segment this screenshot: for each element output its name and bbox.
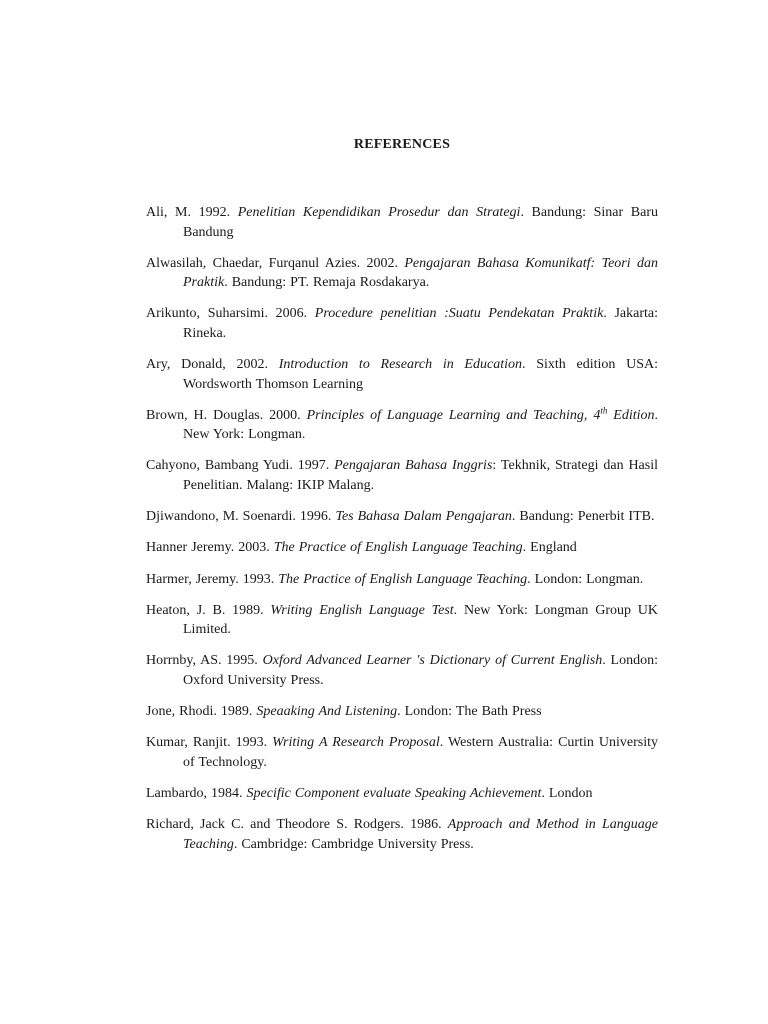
reference-entry xyxy=(146,784,658,804)
page-heading: REFERENCES xyxy=(353,137,451,152)
reference-title: Introduction to Research in Education xyxy=(278,357,522,373)
reference-author-year: Ary, Donald, 2002. xyxy=(146,357,279,373)
reference-author-year: Jone, Rhodi. 1989. xyxy=(146,704,257,720)
reference-author-year: Horrnby, AS. 1995. xyxy=(146,653,263,669)
reference-title: Principles of Language Learning and Teaching, 4 xyxy=(306,407,601,423)
reference-author-year: Brown, H. Douglas. 2000. xyxy=(146,407,307,423)
reference-entry xyxy=(146,507,658,527)
reference-superscript: th xyxy=(600,405,608,416)
reference-title: Writing A Research Proposal xyxy=(272,735,440,751)
reference-publisher: . London: The Bath Press xyxy=(397,704,542,720)
reference-list xyxy=(146,203,658,866)
reference-title: Penelitian Kependidikan Prosedur dan Strategi xyxy=(237,205,521,220)
reference-author-year: Ali, M. 1992. xyxy=(146,205,238,220)
reference-title: Approach and Method in Language Teaching xyxy=(183,817,658,852)
reference-title: Pengajaran Bahasa Komunikatf: Teori dan Praktik xyxy=(183,255,658,291)
reference-author-year: Harmer, Jeremy. 1993. xyxy=(146,571,279,587)
reference-publisher: . New York: Longman. xyxy=(183,407,658,443)
reference-publisher: : Tekhnik, Strategi dan Hasil Penelitian. Malang: IKIP Malang. xyxy=(183,458,658,493)
reference-author-year: Arikunto, Suharsimi. 2006. xyxy=(146,306,315,322)
reference-author-year: Richard, Jack C. and Theodore S. Rodgers. 1986. xyxy=(146,817,448,833)
reference-publisher: . England xyxy=(522,540,577,556)
reference-title: Pengajaran Bahasa Inggris xyxy=(334,458,493,474)
reference-title: The Practice of English Language Teaching xyxy=(278,571,528,587)
reference-author-year: Hanner Jeremy. 2003. xyxy=(146,540,274,556)
reference-title: Procedure penelitian :Suatu Pendekatan Praktik xyxy=(314,306,604,322)
reference-entry xyxy=(146,203,658,242)
reference-entry xyxy=(146,570,658,590)
reference-entry xyxy=(146,702,658,722)
reference-title: Specific Component evaluate Speaking Achievement xyxy=(246,785,542,801)
reference-publisher: . New York: Longman Group UK Limited. xyxy=(183,602,658,638)
reference-author-year: Cahyono, Bambang Yudi. 1997. xyxy=(146,458,335,474)
reference-title: Tes Bahasa Dalam Pengajaran xyxy=(335,509,512,525)
reference-author-year: Heaton, J. B. 1989. xyxy=(146,602,271,618)
reference-entry xyxy=(146,254,658,293)
reference-entry xyxy=(146,815,658,854)
reference-publisher: . Cambridge: Cambridge University Press. xyxy=(233,836,474,852)
reference-publisher: . London: Oxford University Press. xyxy=(183,653,658,688)
reference-publisher: . Western Australia: Curtin University of Technology. xyxy=(183,735,658,770)
reference-title: The Practice of English Language Teaching xyxy=(273,540,523,556)
reference-publisher: . Bandung: PT. Remaja Rosdakarya. xyxy=(224,275,430,291)
reference-entry xyxy=(146,456,658,495)
reference-publisher: . Bandung: Penerbit ITB. xyxy=(511,509,655,525)
reference-publisher: . London: Longman. xyxy=(527,571,644,587)
reference-author-year: Kumar, Ranjit. 1993. xyxy=(146,735,273,751)
reference-entry xyxy=(146,601,658,640)
reference-entry xyxy=(146,733,658,772)
reference-title: Speaaking And Listening xyxy=(256,704,398,720)
reference-entry xyxy=(146,304,658,343)
reference-title: Oxford Advanced Learner 's Dictionary of Current English xyxy=(262,653,603,669)
reference-title-continued: Edition xyxy=(607,407,655,423)
reference-entry xyxy=(146,406,658,445)
reference-entry xyxy=(146,538,658,558)
reference-author-year: Djiwandono, M. Soenardi. 1996. xyxy=(146,509,336,525)
reference-entry xyxy=(146,651,658,690)
reference-entry xyxy=(146,355,658,394)
reference-title: Writing English Language Test xyxy=(270,602,454,618)
reference-publisher: . Bandung: Sinar Baru Bandung xyxy=(183,205,659,240)
reference-author-year: Alwasilah, Chaedar, Furqanul Azies. 2002. xyxy=(146,255,405,271)
reference-publisher: . Sixth edition USA: Wordsworth Thomson Learning xyxy=(183,357,658,392)
reference-publisher: . London xyxy=(541,785,593,801)
reference-publisher: . Jakarta: Rineka. xyxy=(183,306,658,341)
reference-author-year: Lambardo, 1984. xyxy=(146,785,247,801)
